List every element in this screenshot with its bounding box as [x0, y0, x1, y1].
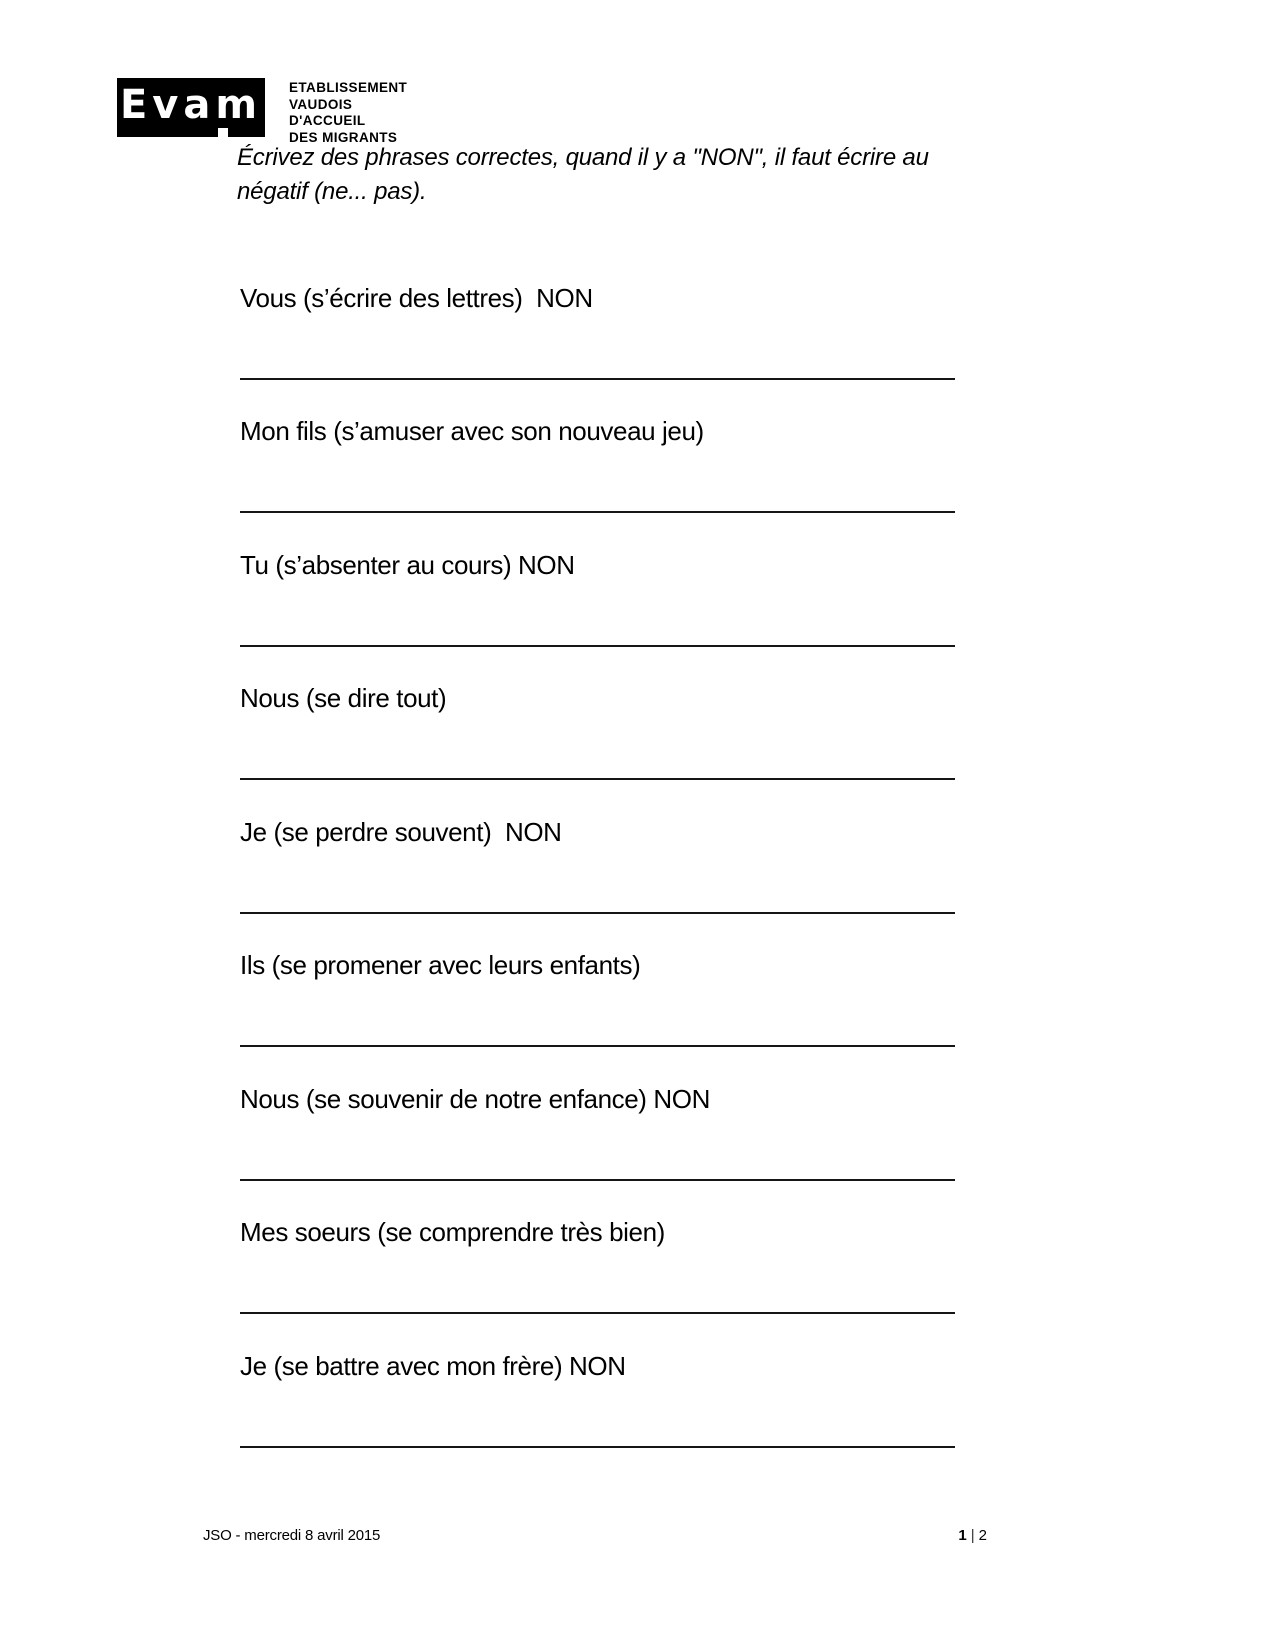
- exercise-item: [240, 550, 960, 684]
- exercise-item: [240, 1084, 960, 1218]
- exercise-prompt: Ils (se promener avec leurs enfants): [240, 950, 641, 980]
- exercise-item: [240, 817, 960, 951]
- org-name: [289, 80, 407, 146]
- answer-line: [240, 778, 955, 780]
- org-name-line: D'ACCUEIL: [289, 113, 366, 129]
- page-number-current: 1: [958, 1527, 967, 1544]
- exercise-item: [240, 1217, 960, 1351]
- exercise-item: [240, 416, 960, 550]
- org-name-line: ETABLISSEMENT: [289, 80, 408, 95]
- answer-line: [240, 1312, 955, 1314]
- exercise-prompt: Je (se battre avec mon frère) NON: [240, 1351, 626, 1381]
- evam-wordmark: Evam: [119, 82, 263, 128]
- evam-logo-box: [117, 78, 265, 128]
- exercise-prompt: Mes soeurs (se comprendre très bien): [240, 1217, 665, 1247]
- exercise-prompt: Mon fils (s’amuser avec son nouveau jeu): [240, 416, 704, 446]
- instruction-line: négatif (ne... pas).: [237, 178, 427, 205]
- page-number-total: 2: [978, 1527, 987, 1544]
- answer-line: [240, 1045, 955, 1047]
- answer-line: [240, 378, 955, 380]
- answer-line: [240, 511, 955, 513]
- exercise-prompt: Vous (s’écrire des lettres) NON: [240, 283, 593, 313]
- exercise-item: [240, 683, 960, 817]
- page-number: [958, 1527, 987, 1544]
- exercise-prompt: Nous (se dire tout): [240, 683, 447, 713]
- exercise-prompt: Tu (s’absenter au cours) NON: [240, 550, 575, 580]
- org-name-line: DES MIGRANTS: [289, 129, 398, 145]
- instruction-text: [237, 141, 929, 209]
- answer-line: [240, 1446, 955, 1448]
- evam-logo-tab-left: [117, 128, 218, 137]
- exercise-item: [240, 283, 960, 417]
- footer-author-date: JSO - mercredi 8 avril 2015: [203, 1527, 381, 1544]
- exercise-prompt: Je (se perdre souvent) NON: [240, 817, 562, 847]
- answer-line: [240, 1179, 955, 1181]
- answer-line: [240, 912, 955, 914]
- exercise-item: [240, 1351, 960, 1485]
- org-name-line: VAUDOIS: [289, 96, 353, 112]
- exercise-prompt: Nous (se souvenir de notre enfance) NON: [240, 1084, 710, 1114]
- answer-line: [240, 645, 955, 647]
- exercise-item: [240, 950, 960, 1084]
- page-number-separator: |: [970, 1527, 975, 1544]
- evam-logo-tab-right: [228, 128, 265, 137]
- instruction-line: Écrivez des phrases correctes, quand il y a "NON", il faut écrire au: [237, 144, 929, 171]
